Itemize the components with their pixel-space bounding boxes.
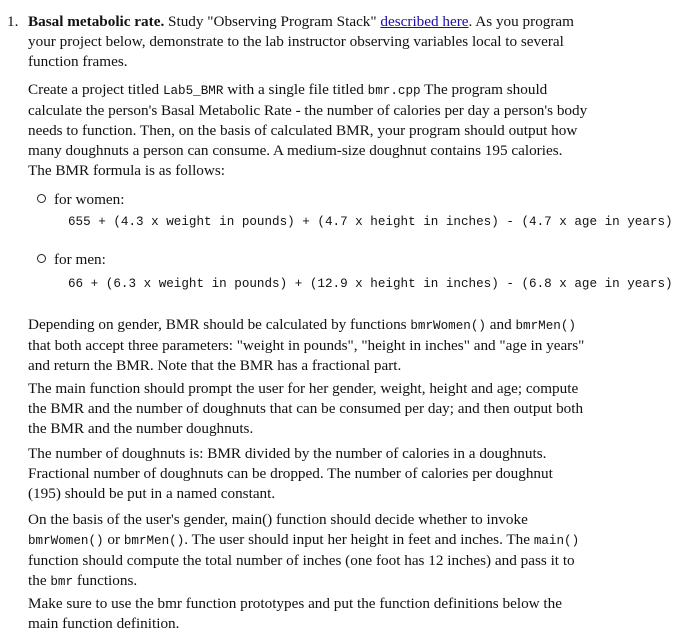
men-bullet-item xyxy=(37,250,106,270)
prototypes-paragraph xyxy=(28,594,588,634)
file-name-code: bmr.cpp xyxy=(367,84,421,98)
create-text: Create a project titled xyxy=(28,81,163,98)
circle-bullet-icon xyxy=(37,194,46,203)
men-formula: 66 + (6.3 x weight in pounds) + (12.9 x height in inches) - (6.8 x age in years) xyxy=(68,277,673,291)
circle-bullet-icon xyxy=(37,254,46,263)
create-text: The program should calculate the person's Basal Metabolic Rate - the number of calories per day a person's body needs to function. Then, on the basis of calculated BMR, your program should output how many doughnuts a person can consume. A medium-size doughnut contains 195 calories. xyxy=(28,81,588,159)
main-function-paragraph xyxy=(28,379,588,439)
bmr-women-code: bmrWomen() xyxy=(28,534,104,548)
prototypes-text: Make sure to use the bmr function prototypes and put the function definitions below the main function definition. xyxy=(28,595,562,632)
doughnuts-paragraph xyxy=(28,444,588,504)
basis-text: functions. xyxy=(73,572,138,589)
women-formula: 655 + (4.3 x weight in pounds) + (4.7 x height in inches) - (4.7 x age in years) xyxy=(68,215,673,229)
described-here-link[interactable]: described here xyxy=(380,13,469,30)
bmr-code: bmr xyxy=(50,575,74,589)
formula-intro xyxy=(28,161,588,181)
basis-text: or xyxy=(103,531,124,548)
men-label: for men: xyxy=(54,251,106,268)
item-title: Basal metabolic rate. xyxy=(28,13,165,30)
formula-intro-text: The BMR formula is as follows: xyxy=(28,162,225,179)
doughnuts-text: The number of doughnuts is: BMR divided by the number of calories in a doughnuts. Fractional number of doughnuts can be dropped. The number of calories per doughnut (195) should be put in a named constant. xyxy=(28,445,553,502)
basis-text: . The user should input her height in feet and inches. The xyxy=(184,531,534,548)
bmr-men-code: bmrMen() xyxy=(515,319,576,333)
women-bullet-item xyxy=(37,190,124,210)
intro-text: Study "Observing Program Stack" xyxy=(164,13,381,30)
main-code: main() xyxy=(533,534,580,548)
project-name-code: Lab5_BMR xyxy=(162,84,224,98)
gender-basis-paragraph xyxy=(28,510,588,592)
main-function-text: The main function should prompt the user for her gender, weight, height and age; compute the BMR and the number of doughnuts that can be consumed per day; and then output both the BMR and the number doughnuts. xyxy=(28,380,584,437)
basis-text: function should compute the total number of inches (one foot has 12 inches) and pass it to the xyxy=(28,552,575,589)
depending-text: that both accept three parameters: "weight in pounds", "height in inches" and "age in years" and return the BMR. Note that the BMR has a fractional part. xyxy=(28,337,585,374)
item-number: 1. xyxy=(7,13,19,30)
depending-text: and xyxy=(485,316,516,333)
basis-text: On the basis of the user's gender, main() function should decide whether to invoke xyxy=(28,511,528,528)
women-label: for women: xyxy=(54,191,125,208)
create-text: with a single file titled xyxy=(223,81,368,98)
depending-paragraph xyxy=(28,315,588,376)
create-project-paragraph xyxy=(28,80,588,161)
intro-paragraph xyxy=(28,12,588,72)
depending-text: Depending on gender, BMR should be calculated by functions xyxy=(28,316,411,333)
bmr-women-code: bmrWomen() xyxy=(410,319,486,333)
intro-text-continued: . As you program your project below, demonstrate to the lab instructor observing variables local to several function frames. xyxy=(28,13,574,70)
bmr-men-code: bmrMen() xyxy=(123,534,185,548)
